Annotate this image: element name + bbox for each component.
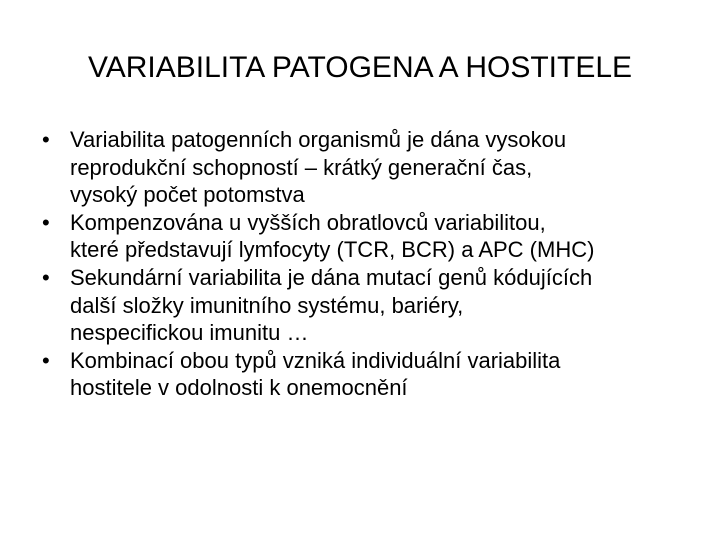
bullet-icon: • [42,209,50,235]
bullet-line: nespecifickou imunitu … [70,320,309,346]
bullet-line: reprodukční schopností – krátký generační čas, [70,154,533,180]
bullet-line: vysoký počet potomstva [70,182,305,208]
bullet-item-1 [42,126,692,209]
bullet-line: hostitele v odolnosti k onemocnění [70,375,408,401]
bullet-icon: • [42,264,50,290]
bullet-text [70,209,692,264]
bullet-item-2 [42,209,692,264]
bullet-text [70,347,692,402]
bullet-line: které představují lymfocyty (TCR, BCR) a APC (MHC) [70,237,595,263]
bullet-text [70,126,692,209]
bullet-line: další složky imunitního systému, bariéry, [70,292,464,318]
bullet-icon: • [42,127,50,152]
bullet-text [70,264,692,347]
bullet-list [42,126,692,402]
bullet-item-4 [42,347,692,402]
slide-title: VARIABILITA PATOGENA A HOSTITELE [87,51,633,84]
bullet-item-3 [42,264,692,347]
bullet-icon: • [42,347,50,373]
bullet-line: Sekundární variabilita je dána mutací genů kódujících [70,264,593,290]
bullet-line: Kompenzována u vyšších obratlovců variabilitou, [70,209,546,235]
bullet-line: Variabilita patogenních organismů je dána vysokou [70,127,567,152]
bullet-line: Kombinací obou typů vzniká individuální variabilita [70,347,561,373]
